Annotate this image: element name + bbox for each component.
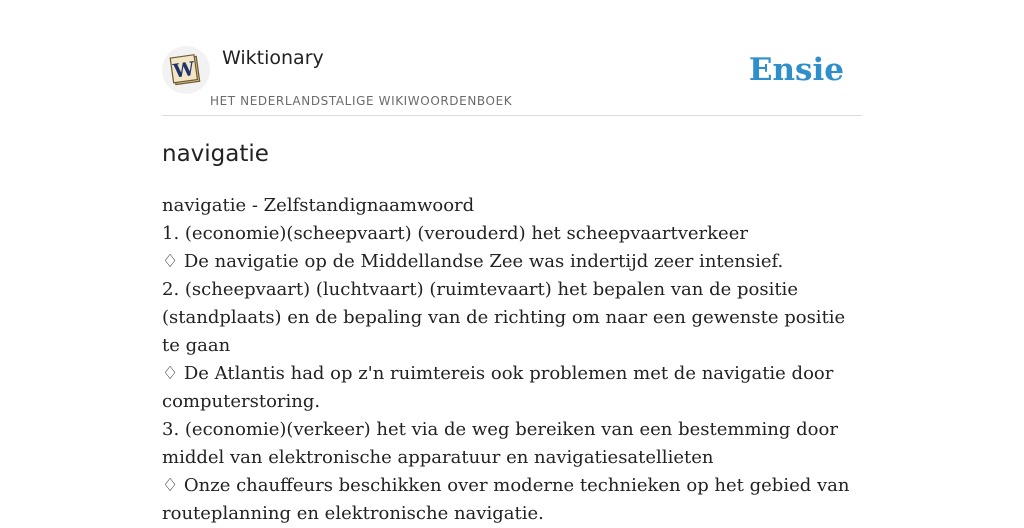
definition-line-3: 3. (economie)(verkeer) het via de weg bereiken van een bestemming door middel van elektronische apparatuur en navigatiesatellieten [162,419,838,468]
main-content [162,136,862,528]
ensie-brand-link[interactable]: Ensie [748,52,844,88]
example-line-2: ♢ De Atlantis had op z'n ruimtereis ook problemen met de navigatie door computerstoring. [162,363,834,412]
definition-text [162,192,862,528]
word-type-line: navigatie - Zelfstandignaamwoord [162,195,475,216]
wiktionary-w-logo-icon [166,50,206,90]
example-line-3: ♢ Onze chauffeurs beschikken over moderne technieken op het gebied van routeplanning en elektronische navigatie. [162,475,850,524]
definition-line-1: 1. (economie)(scheepvaart) (verouderd) het scheepvaartverkeer [162,223,748,244]
page-title: navigatie [162,141,269,167]
wiktionary-logo-icon[interactable] [162,46,210,94]
site-name[interactable]: Wiktionary [222,47,324,69]
definition-line-2: 2. (scheepvaart) (luchtvaart) (ruimtevaart) het bepalen van de positie (standplaats) en de bepaling van de richting om naar een gewenste positie te gaan [162,279,846,356]
site-tagline: HET NEDERLANDSTALIGE WIKIWOORDENBOEK [210,94,513,108]
svg-text:W: W [171,57,197,83]
example-line-1: ♢ De navigatie op de Middellandse Zee was indertijd zeer intensief. [162,251,784,272]
site-header [162,40,862,116]
